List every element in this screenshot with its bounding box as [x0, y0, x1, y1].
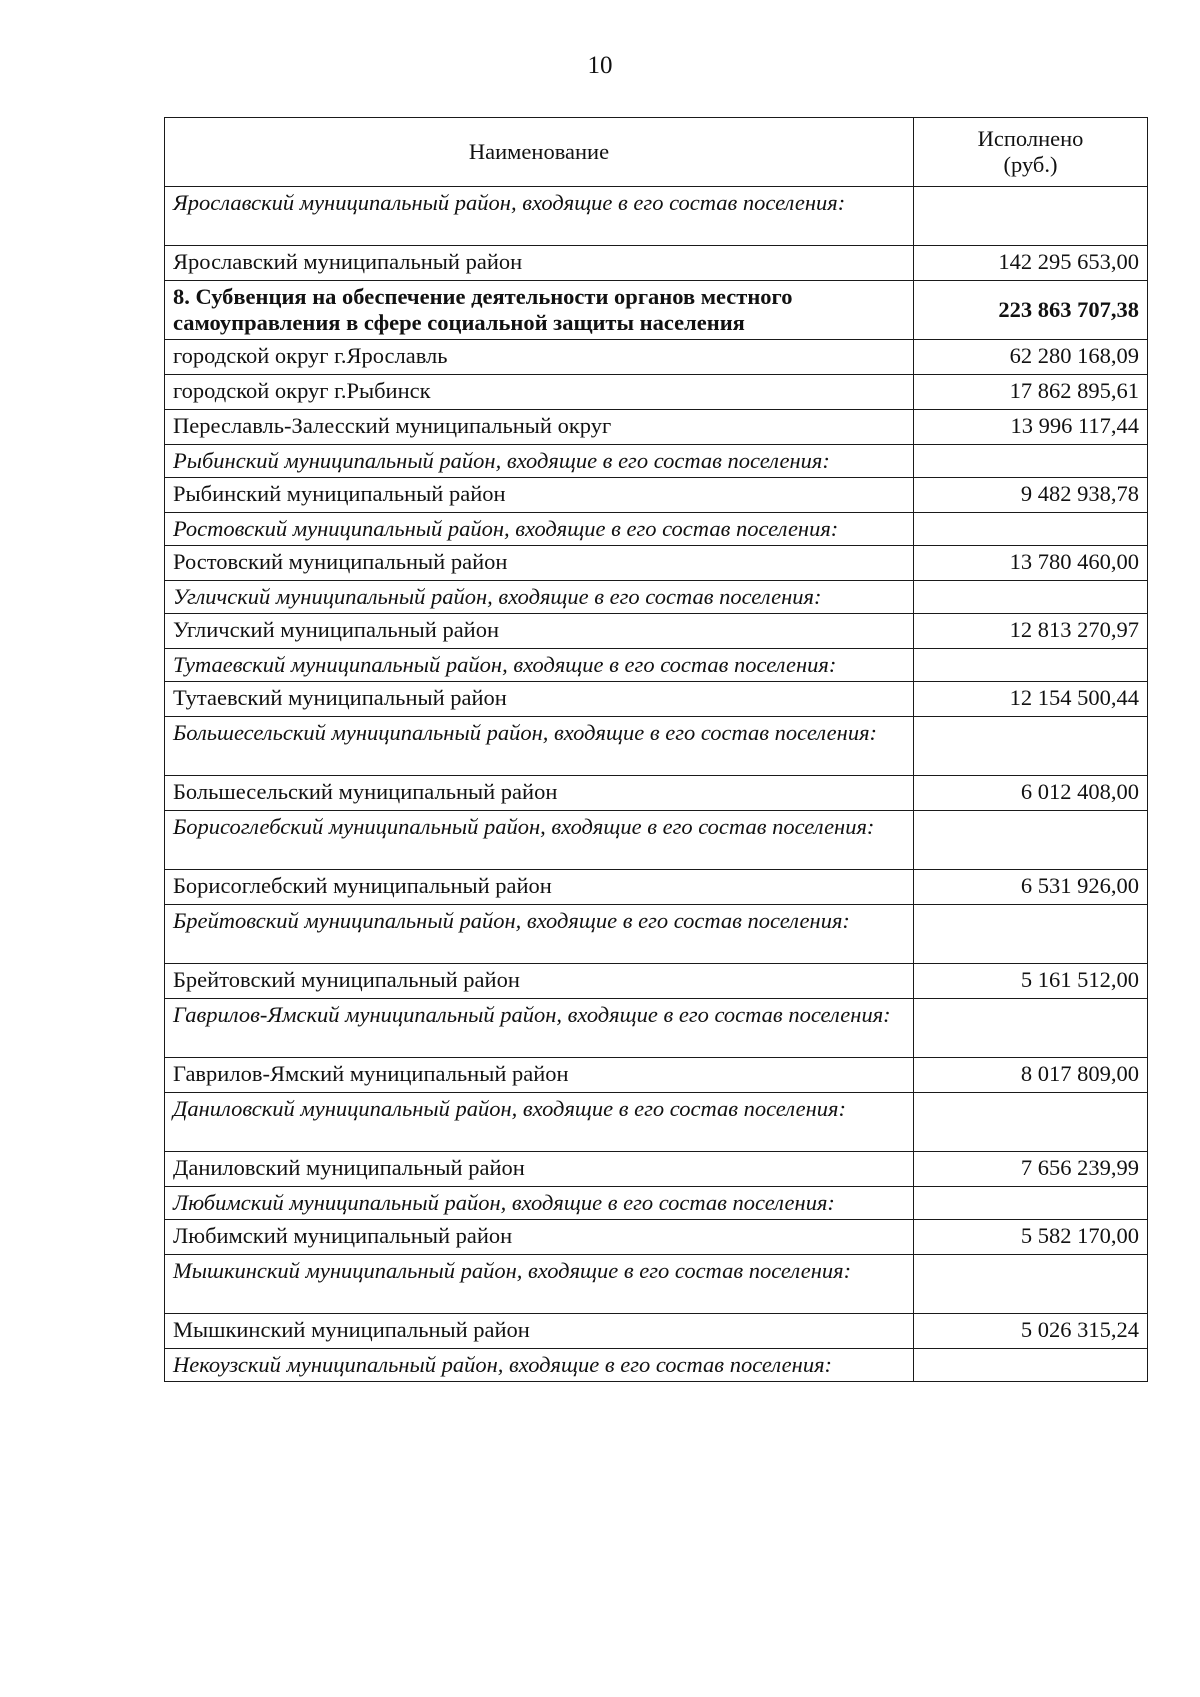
row-amount: [914, 905, 1148, 964]
row-name: Мышкинский муниципальный район: [165, 1314, 914, 1349]
row-name: Переславль-Залесский муниципальный округ: [165, 410, 914, 445]
row-amount: [914, 1349, 1148, 1382]
row-name: Гаврилов-Ямский муниципальный район, входящие в его состав поселения:: [165, 999, 914, 1058]
table-row: [165, 1093, 1148, 1152]
table-row: [165, 1058, 1148, 1093]
table-row: [165, 581, 1148, 614]
table-row: [165, 445, 1148, 478]
table-row: [165, 340, 1148, 375]
row-name: Рыбинский муниципальный район, входящие в его состав поселения:: [165, 445, 914, 478]
row-name: Брейтовский муниципальный район, входящие в его состав поселения:: [165, 905, 914, 964]
row-amount: 142 295 653,00: [914, 246, 1148, 281]
table-row: [165, 905, 1148, 964]
row-name: Борисоглебский муниципальный район: [165, 870, 914, 905]
row-name: Ростовский муниципальный район, входящие в его состав поселения:: [165, 513, 914, 546]
row-name: Брейтовский муниципальный район: [165, 964, 914, 999]
table-row: [165, 649, 1148, 682]
row-amount: 12 813 270,97: [914, 614, 1148, 649]
table-row: [165, 410, 1148, 445]
row-amount: [914, 513, 1148, 546]
row-name: городской округ г.Рыбинск: [165, 375, 914, 410]
row-name: Большесельский муниципальный район, входящие в его состав поселения:: [165, 717, 914, 776]
row-name: Ярославский муниципальный район, входящие в его состав поселения:: [165, 187, 914, 246]
table-row: [165, 717, 1148, 776]
table-row: [165, 1220, 1148, 1255]
column-header-name: Наименование: [165, 118, 914, 187]
row-name: Борисоглебский муниципальный район, входящие в его состав поселения:: [165, 811, 914, 870]
table-row: [165, 281, 1148, 340]
row-name: Некоузский муниципальный район, входящие в его состав поселения:: [165, 1349, 914, 1382]
row-name: 8. Субвенция на обеспечение деятельности органов местного самоуправления в сфере социальной защиты населения: [165, 281, 914, 340]
table-row: [165, 964, 1148, 999]
table-row: [165, 187, 1148, 246]
row-name: Любимский муниципальный район, входящие в его состав поселения:: [165, 1187, 914, 1220]
table-row: [165, 776, 1148, 811]
row-amount: 7 656 239,99: [914, 1152, 1148, 1187]
table-row: [165, 999, 1148, 1058]
row-amount: [914, 581, 1148, 614]
table-row: [165, 614, 1148, 649]
row-name: Тутаевский муниципальный район, входящие в его состав поселения:: [165, 649, 914, 682]
table-header-row: [165, 118, 1148, 187]
row-name: Любимский муниципальный район: [165, 1220, 914, 1255]
row-amount: 6 012 408,00: [914, 776, 1148, 811]
table-row: [165, 1349, 1148, 1382]
row-amount: 13 996 117,44: [914, 410, 1148, 445]
row-amount: [914, 649, 1148, 682]
table-row: [165, 1152, 1148, 1187]
row-amount: 9 482 938,78: [914, 478, 1148, 513]
table-row: [165, 1187, 1148, 1220]
row-amount: 8 017 809,00: [914, 1058, 1148, 1093]
column-header-amount: [914, 118, 1148, 187]
budget-table: [164, 117, 1148, 1382]
table-row: [165, 246, 1148, 281]
row-name: Ростовский муниципальный район: [165, 546, 914, 581]
row-amount: [914, 999, 1148, 1058]
table-row: [165, 682, 1148, 717]
row-name: Гаврилов-Ямский муниципальный район: [165, 1058, 914, 1093]
row-name: Угличский муниципальный район: [165, 614, 914, 649]
row-name: Ярославский муниципальный район: [165, 246, 914, 281]
row-name: городской округ г.Ярославль: [165, 340, 914, 375]
column-header-amount-text: Исполнено (руб.): [977, 126, 1084, 177]
row-amount: [914, 1093, 1148, 1152]
row-amount: [914, 1255, 1148, 1314]
row-amount: 5 161 512,00: [914, 964, 1148, 999]
table-row: [165, 1314, 1148, 1349]
row-amount: [914, 187, 1148, 246]
row-amount: 13 780 460,00: [914, 546, 1148, 581]
row-name: Тутаевский муниципальный район: [165, 682, 914, 717]
row-amount: 223 863 707,38: [914, 281, 1148, 340]
row-name: Рыбинский муниципальный район: [165, 478, 914, 513]
row-name: Даниловский муниципальный район: [165, 1152, 914, 1187]
row-amount: [914, 445, 1148, 478]
table-row: [165, 546, 1148, 581]
row-amount: [914, 811, 1148, 870]
table-row: [165, 375, 1148, 410]
table-row: [165, 513, 1148, 546]
row-amount: 17 862 895,61: [914, 375, 1148, 410]
row-amount: 12 154 500,44: [914, 682, 1148, 717]
row-name: Даниловский муниципальный район, входящие в его состав поселения:: [165, 1093, 914, 1152]
table-row: [165, 811, 1148, 870]
row-name: Угличский муниципальный район, входящие в его состав поселения:: [165, 581, 914, 614]
row-amount: 5 026 315,24: [914, 1314, 1148, 1349]
table-row: [165, 1255, 1148, 1314]
row-amount: [914, 717, 1148, 776]
row-name: Большесельский муниципальный район: [165, 776, 914, 811]
row-name: Мышкинский муниципальный район, входящие в его состав поселения:: [165, 1255, 914, 1314]
table-row: [165, 870, 1148, 905]
row-amount: 5 582 170,00: [914, 1220, 1148, 1255]
table-row: [165, 478, 1148, 513]
page-number: 10: [587, 52, 613, 79]
row-amount: 6 531 926,00: [914, 870, 1148, 905]
row-amount: 62 280 168,09: [914, 340, 1148, 375]
row-amount: [914, 1187, 1148, 1220]
